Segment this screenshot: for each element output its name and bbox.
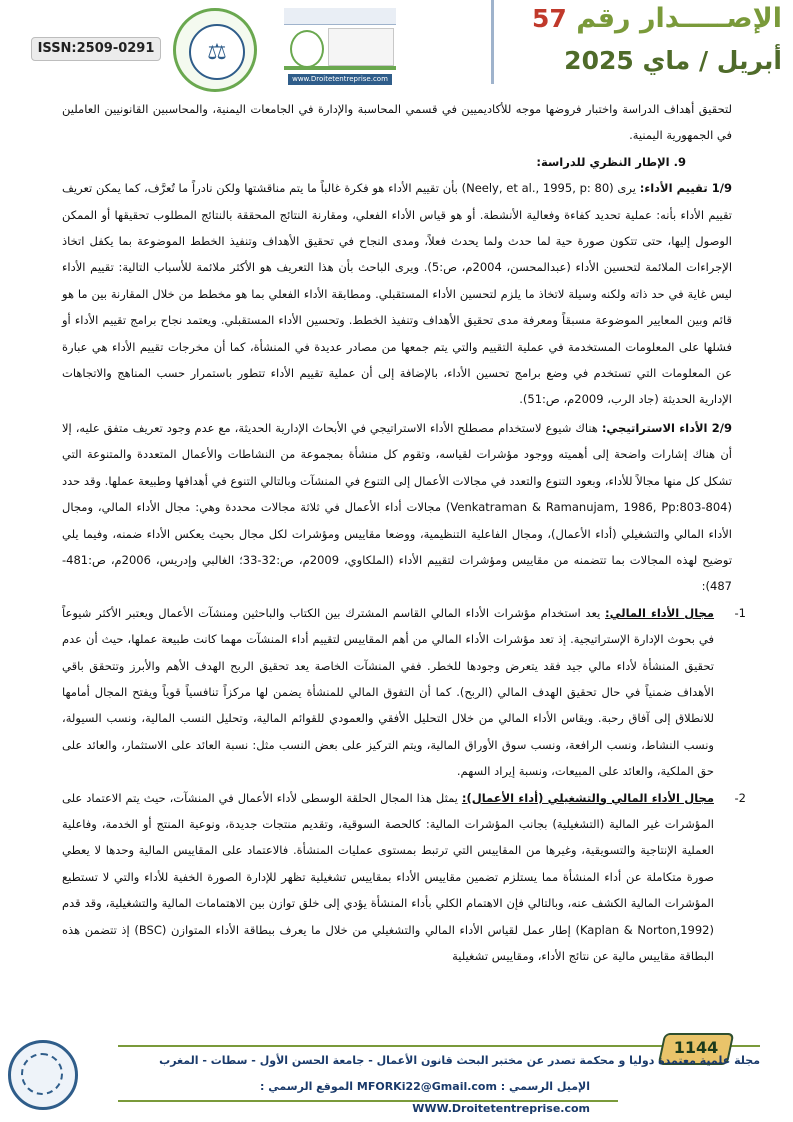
journal-logo-band bbox=[284, 8, 396, 25]
issue-title bbox=[500, 3, 782, 41]
contact-line: الإميل الرسمي : MFORKi22@Gmail.com الموقع الرسمي : WWW.Droitetentreprise.com bbox=[260, 1080, 590, 1115]
journal-description: مجلة علمية معتمدة دوليا و محكمة تصدر عن مختبر البحث قانون الأعمال - جامعة الحسن الأول - سطات - المغرب bbox=[159, 1054, 760, 1067]
journal-logo-bar bbox=[284, 66, 396, 70]
intro-paragraph: لتحقيق أهداف الدراسة واختبار فروضها موجه للأكاديميين في قسمي المحاسبة والإدارة في الجامعات اليمنية، والمحاسبين القانونيين العاملين في الجمهورية اليمنية. bbox=[62, 102, 732, 143]
section-1-paragraph bbox=[62, 175, 732, 413]
logo-inner-ring bbox=[189, 24, 245, 80]
list-item-text: يمثل هذا المجال الحلقة الوسطى لأداء الأعمال في المنشآت، حيث يتم الاعتماد على المؤشرات غير المالية (التشغيلية) بجانب المؤشرات المالية: كالحصة السوقية، وتقديم منتجات جديدة، ونوعية المنتج أو الخدمة، وفاعلية العملية الإنتاجية والتسويقية، وغيرها من المقاييس التي ترتبط بمستوى عمليات المنشأة. فالاعتماد على المقاييس المالية وحدها لا يعطي صورة متكاملة عن أداء المنشأة مما يستلزم تضمين مقاييس الأداء بمقاييس تشغيلية تظهر للإدارة الصورة الخفية للأداء والتي لا تستطيع المؤشرات المالية الكشف عنه، وبالتالي فإن الاهتمام الكلي بأداء المنشأة يؤدي إلى خلق توازن بين الاهتمامات المالية والتشغيلية، وقد قدم (Kaplan & Norton,1992) إطار عمل لقياس الأداء المالي والتشغيلي من خلال ما يعرف ببطاقة الأداء المتوازن (BSC) إذ تتضمن هذه البطاقة مقاييس مالية عن نتائج الأداء، ومقاييس تشغيلية bbox=[62, 790, 714, 963]
list-item-number: 2- bbox=[734, 790, 746, 805]
website-strip: www.Droitetentreprise.com bbox=[288, 74, 392, 85]
section-1-title: 1/9 تقييم الأداء: bbox=[639, 181, 732, 196]
section-1-text: يرى (Neely, et al., 1995, p: 80) بأن تقييم الأداء هو فكرة غالباً ما يتم مناقشتها ولكن نادراً ما تُعرَّف، كما يمكن تعريف تقييم الأداء بأنه: عملية تحديد كفاءة وفعالية الأنشطة. أو هو قياس الأداء الفعلي، ومقارنة النتائج المحققة بالنتائج المطلوب تحقيقها أو الممكن الوصول إليها، حتى تتكون صورة حية لما حدث ولما يحدث فعلاً، ومدى النجاح في تحقيق الأهداف وتنفيذ الخطط الموضوعة بما يكفل اتخاذ الإجراءات الملائمة لتحسين الأداء (عبدالمحسن، 2004م، ص:5). ويرى الباحث بأن هذا التعريف هو الأكثر ملائمة للأسباب التالية: تقييم الأداء ليس غاية في حد ذاته ولكنه وسيلة لاتخاذ ما يلزم لتحسين الأداء المستقبلي. ومطابقة الأداء الفعلي بما هو مخطط من خلال المقارنة بين ما هو قائم وبين المعايير الموضوعة مسبقاً ومعرفة مدى تحقيق الأهداف وتنفيذ الخطط. وتحسين الأداء المستقبلي. ويعتمد نجاح برامج تقييم الأداء أو فشلها على المعلومات المستخدمة في عملية التقييم والتي يتم جمعها من مصادر عديدة في المنشأة، كما أن مخرجات تقييم الأداء هي عبارة عن المعلومات التي تستخدم في وضع برامج تحسين الأداء، بالإضافة إلى أن عملية تقييم الأداء تتطور باستمرار حسب المناهج والاتجاهات الإدارية الحديثة (جاد الرب، 2009م، ص:51). bbox=[62, 181, 733, 407]
footer-rule-bottom bbox=[118, 1100, 618, 1102]
editor-seal-icon bbox=[8, 1040, 78, 1110]
section-2-title: 2/9 الأداء الاستراتيجي: bbox=[601, 420, 733, 435]
list-item bbox=[62, 600, 746, 785]
section-heading: 9. الإطار النظري للدراسة: bbox=[536, 154, 686, 169]
page-header bbox=[0, 0, 793, 92]
issn-label: ISSN:2509-0291 bbox=[31, 37, 161, 61]
header-divider bbox=[491, 0, 494, 84]
journal-logo-panel bbox=[328, 28, 394, 66]
scales-of-justice-icon: ⚖ bbox=[207, 40, 227, 65]
section-2-text: هناك شيوع لاستخدام مصطلح الأداء الاستراتيجي في الأبحاث الإدارية الحديثة، مع عدم وجود تعريف متفق عليه، إلا أن هناك إشارات واضحة إلى أهميته ووجود مؤشرات لقياسه، وتقوم كل منشأة بمجموعة من النشاطات والأعمال المتعددة والمتنوعة التي تشكل كل منها مجالاً للأداء، وبعود التنوع والتعدد في مجالات الأعمال إلى التنوع في المنشآت وبالتالي التنوع في أهدافها وطبيعة عملها. وقد حدد (Venkatraman & Ramanujam, 1986, Pp:803-804) مجالات أداء الأعمال في ثلاثة مجالات محددة وهي: مجال الأداء المالي، ومجال الأداء المالي والتشغيلي (أداء الأعمال)، ومجال الفاعلية التنظيمية، ووضعا مقاييس ومؤشرات لكل مجال بحيث يعكس الأداء ضمنه، وفيما يلي توضيح لهذه المجالات بما تتضمنه من مقاييس ومؤشرات لتقييم الأداء (الملكاوي، 2009م، ص:32-33؛ الغالبي وإدريس، 2006م، ص:481-487): bbox=[62, 420, 733, 594]
list-item-number: 1- bbox=[734, 605, 746, 620]
list-item-title: مجال الأداء المالي والتشغيلي (أداء الأعمال): bbox=[461, 790, 714, 805]
university-emblem-icon bbox=[290, 30, 324, 68]
page-number: 1144 bbox=[673, 1038, 719, 1057]
section-2-paragraph bbox=[62, 415, 732, 600]
list-item bbox=[62, 785, 746, 970]
research-lab-logo bbox=[173, 8, 257, 92]
article-body bbox=[62, 96, 746, 969]
issue-label: الإصـــــدار رقم bbox=[576, 3, 782, 34]
list-item-text: يعد استخدام مؤشرات الأداء المالي القاسم المشترك بين الكتاب والباحثين ومنشآت الأعمال ويعتبر الأكثر شيوعاً في بحوث الإدارة الإستراتيجية. إذ تعد مؤشرات الأداء المالي من أهم المقاييس لتقييم أداء المنشآت مهما كانت طبيعة عملها، حيث أن عدم تحقيق المنشأة لأداء مالي جيد فقد يتعرض وجودها للخطر. ففي المنشآت الخاصة يعد تحقيق الربح الهدف الأهم والأبرز وتتحقق باقي الأهداف ضمنياً في حال تحقيق الهدف المالي (الربح). كما أن التفوق المالي للمنشأة يضمن لها مركزاً تنافسياً قوياً ويفتح المجال أمامها للانطلاق إلى آفاق رحبة. ويقاس الأداء المالي من خلال التحليل الأفقي والعمودي للقوائم المالية، وتحليل النسب المالية، ونسب السيولة، ونسب النشاط، ونسب الرافعة، ونسب سوق الأوراق المالية، ويتم التركيز على بعض النسب مثل: نسبة العائد على الاستثمار، والعائد على حق الملكية، والعائد على المبيعات، ونسبة إيراد السهم. bbox=[62, 605, 714, 779]
issue-date: أبريل / ماي 2025 bbox=[564, 46, 782, 75]
issue-number: 57 bbox=[532, 4, 567, 33]
seal-inner-ring bbox=[21, 1053, 63, 1095]
journal-logo bbox=[284, 8, 396, 70]
list-item-title: مجال الأداء المالي: bbox=[605, 605, 715, 620]
